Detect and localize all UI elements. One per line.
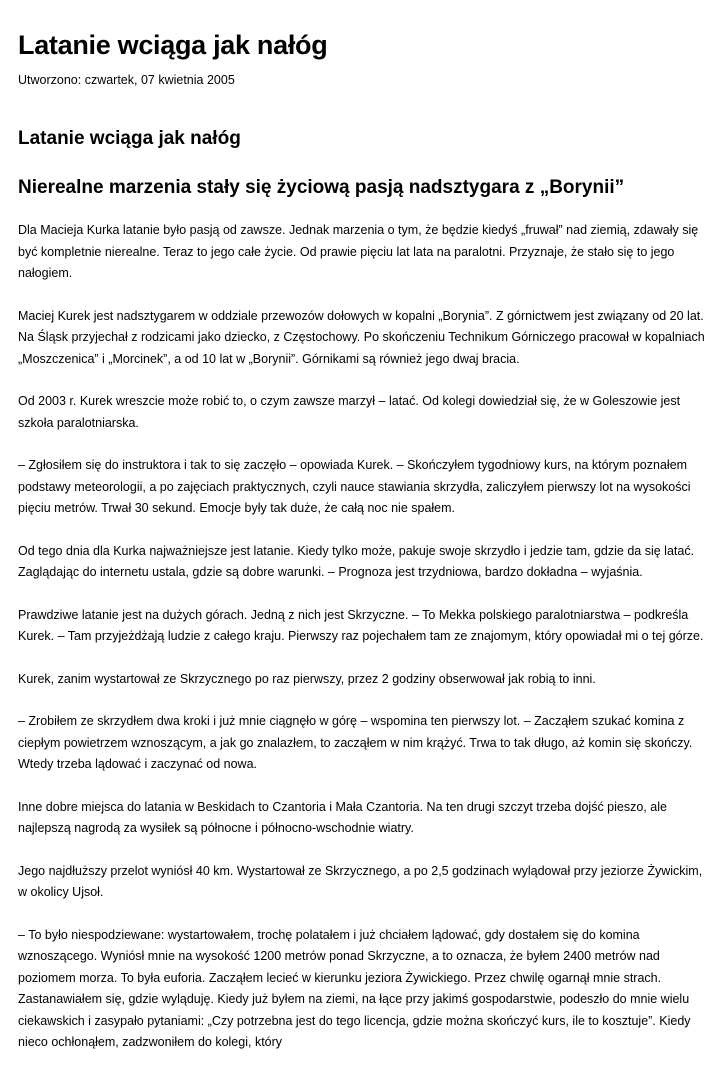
article-title: Latanie wciąga jak nałóg bbox=[18, 128, 241, 149]
paragraph: Jego najdłuższy przelot wyniósł 40 km. Wystartował ze Skrzycznego, a po 2,5 godzinach wylądował przy jeziorze Żywickim, w okolicy Ujsoł. bbox=[18, 863, 703, 899]
article-subtitle: Nierealne marzenia stały się życiową pasją nadsztygara z „Borynii” bbox=[18, 177, 625, 198]
created-date: Utworzono: czwartek, 07 kwietnia 2005 bbox=[18, 73, 235, 87]
page-title: Latanie wciąga jak nałóg bbox=[18, 30, 328, 60]
paragraph: Inne dobre miejsca do latania w Beskidach to Czantoria i Mała Czantoria. Na ten drugi szczyt trzeba dojść pieszo, ale najlepszą nagrodą za wysiłek są północne i północno-wschodnie wiatry. bbox=[18, 799, 667, 835]
paragraph: Prawdziwe latanie jest na dużych górach. Jedną z nich jest Skrzyczne. – To Mekka polskiego paralotniarstwa – podkreśla Kurek. – Tam przyjeżdżają ludzie z całego kraju. Pierwszy raz pojechałem tam ze znajomym, który opowiadał mi o tej górze. bbox=[18, 607, 704, 643]
paragraph: – Zrobiłem ze skrzydłem dwa kroki i już mnie ciągnęło w górę – wspomina ten pierwszy lot. – Zacząłem szukać komina z ciepłym powietrzem wznoszącym, a jak go znalazłem, to zacząłem w nim krążyć. Trwa to tak długo, aż komin się skończy. Wtedy trzeba lądować i zaczynać od nowa. bbox=[18, 714, 693, 771]
paragraph: Kurek, zanim wystartował ze Skrzycznego po raz pierwszy, przez 2 godziny obserwował jak robią to inni. bbox=[18, 671, 596, 686]
article-body bbox=[18, 220, 710, 1075]
paragraph: – To było niespodziewane: wystartowałem, trochę polatałem i już chciałem lądować, gdy dostałem się do komina wznoszącego. Wyniósł mnie na wysokość 1200 metrów ponad Skrzyczne, a to oznacza, że byłem 2400 metrów nad poziomem morza. To była euforia. Zacząłem lecieć w kierunku jeziora Żywickiego. Przez chwilę ogarnął mnie strach. Zastanawiałem się, gdzie wyląduję. Kiedy już byłem na ziemi, na łące przy jakimś gospodarstwie, podeszło do mnie wielu ciekawskich i zasypało pytaniami: „Czy potrzebna jest do tego licencja, gdzie można skończyć kurs, ile to kosztuje”. Kiedy nieco ochłonąłem, zadzwoniłem do kolegi, który bbox=[18, 927, 691, 1049]
paragraph: – Zgłosiłem się do instruktora i tak to się zaczęło – opowiada Kurek. – Skończyłem tygodniowy kurs, na którym poznałem podstawy meteorologii, a po zajęciach praktycznych, czyli nauce stawiania skrzydła, zaliczyłem pierwszy lot na wysokości pięciu metrów. Trwał 30 sekund. Emocje były tak duże, że całą noc nie spałem. bbox=[18, 458, 691, 515]
paragraph: Od 2003 r. Kurek wreszcie może robić to, o czym zawsze marzył – latać. Od kolegi dowiedział się, że w Goleszowie jest szkoła paralotniarska. bbox=[18, 394, 681, 430]
paragraph: Od tego dnia dla Kurka najważniejsze jest latanie. Kiedy tylko może, pakuje swoje skrzydło i jedzie tam, gdzie da się latać. Zaglądając do internetu ustala, gdzie są dobre warunki. – Prognoza jest trzydniowa, bardzo dokładna – wyjaśnia. bbox=[18, 543, 695, 579]
paragraph: Maciej Kurek jest nadsztygarem w oddziale przewozów dołowych w kopalni „Borynia”. Z górnictwem jest związany od 20 lat. Na Śląsk przyjechał z rodzicami jako dziecko, z Częstochowy. Po skończeniu Technikum Górniczego pracował w kopalniach „Moszczenica” i „Morcinek”, a od 10 lat w „Borynii”. Górnikami są również jego dwaj bracia. bbox=[18, 308, 705, 366]
paragraph: Dla Macieja Kurka latanie było pasją od zawsze. Jednak marzenia o tym, że będzie kiedyś „fruwał” nad ziemią, zdawały się być kompletnie nierealne. Teraz to jego całe życie. Od prawie pięciu lat lata na paralotni. Przyznaje, że stało się to jego nałogiem. bbox=[18, 223, 699, 280]
